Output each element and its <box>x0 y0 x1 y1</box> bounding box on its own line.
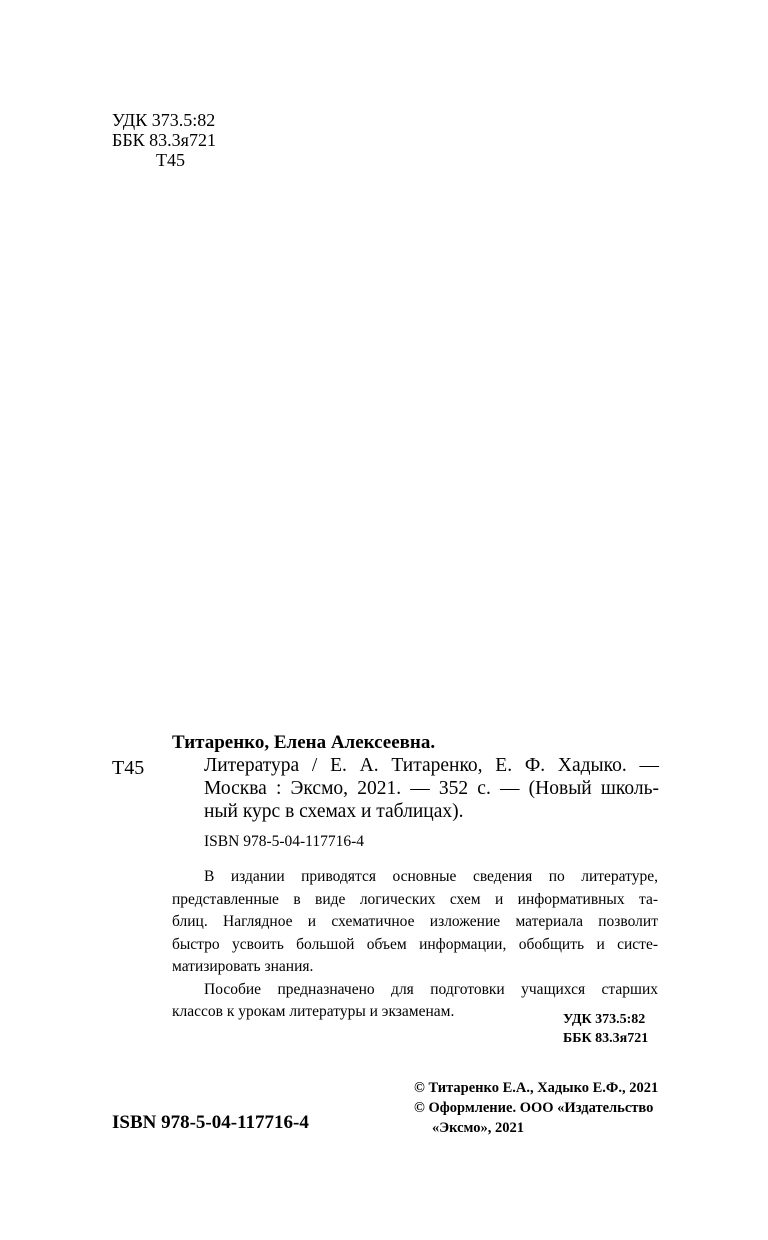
bibliographic-description <box>204 754 659 823</box>
copyright-line: «Эксмо», 2021 <box>432 1120 524 1136</box>
record-author: Титаренко, Елена Алексеевна. <box>172 732 436 753</box>
udk-code: УДК 373.5:82 <box>112 110 216 130</box>
annotation-line: В издании приводятся основные сведения по литературе, <box>204 868 658 885</box>
bbk-code-bottom: ББК 83.3я721 <box>563 1031 649 1046</box>
udk-code-bottom: УДК 373.5:82 <box>563 1012 646 1027</box>
copyright-line: © Оформление. ООО «Издательство <box>414 1100 654 1116</box>
bib-line: Москва : Эксмо, 2021. — 352 с. — (Новый школь- <box>204 778 659 799</box>
bib-line: ный курс в схемах и таблицах). <box>204 801 464 822</box>
annotation-line: матизировать знания. <box>172 958 314 975</box>
record-author-mark: Т45 <box>112 757 145 779</box>
annotation <box>172 866 658 1024</box>
copyright-line: © Титаренко Е.А., Хадыко Е.Ф., 2021 <box>414 1080 659 1096</box>
annotation-line: представленные в виде логических схем и информативных та- <box>172 890 658 908</box>
top-classification-block <box>112 110 216 170</box>
bib-line: Литература / Е. А. Титаренко, Е. Ф. Хадыко. — <box>204 755 659 776</box>
copyright-block <box>414 1078 658 1138</box>
annotation-line: классов к урокам литературы и экзаменам. <box>172 1003 455 1020</box>
record-isbn: ISBN 978-5-04-117716-4 <box>204 833 365 850</box>
annotation-line: Пособие предназначено для подготовки учащихся старших <box>204 980 658 998</box>
bottom-classification-block <box>563 1010 648 1048</box>
annotation-line: быстро усвоить большой объем информации, обобщить и систе- <box>172 935 658 953</box>
footer-isbn: ISBN 978-5-04-117716-4 <box>112 1112 309 1133</box>
annotation-line: блиц. Наглядное и схематичное изложение материала позволит <box>172 913 658 930</box>
author-mark-top: Т45 <box>156 150 185 170</box>
bbk-code: ББК 83.3я721 <box>112 130 216 150</box>
